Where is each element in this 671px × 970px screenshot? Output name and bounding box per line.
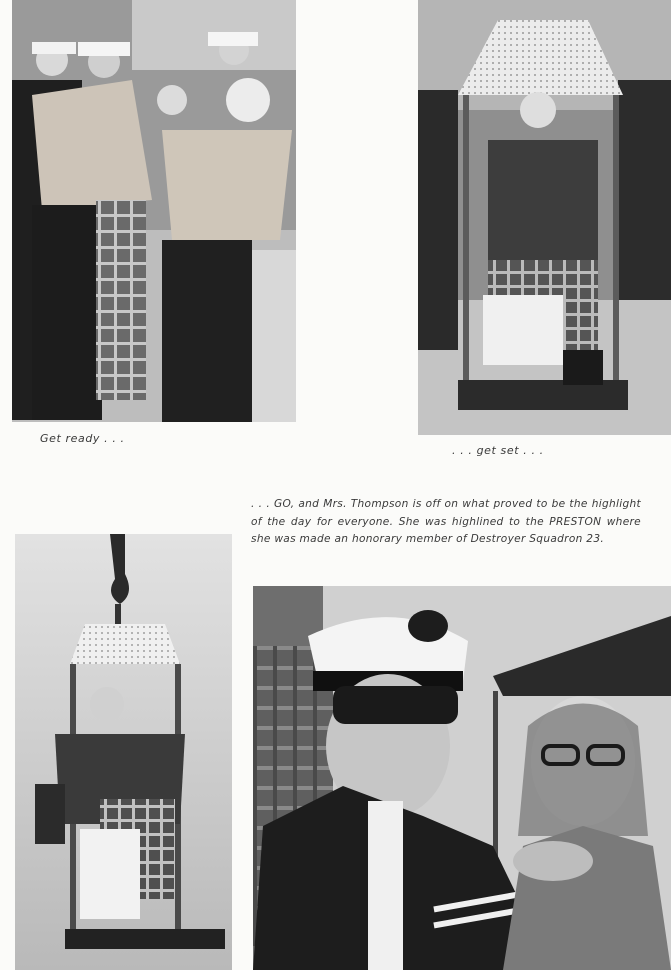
caption-go: . . . GO, and Mrs. Thompson is off on what proved to be the highlight of the day for everyone. She was highlined to the PRESTON where she was made an honorary member of Destroyer Squadron 23. — [251, 498, 641, 545]
photo-highline-chair-seated — [418, 0, 671, 435]
caption-get-set: . . . get set . . . — [452, 444, 544, 457]
photo-honorary-member-pinning — [253, 586, 671, 970]
photo-life-jacket-fitting — [12, 0, 296, 422]
caption-get-ready: Get ready . . . — [40, 432, 125, 445]
photo-highline-chair-hoisted — [15, 534, 232, 970]
